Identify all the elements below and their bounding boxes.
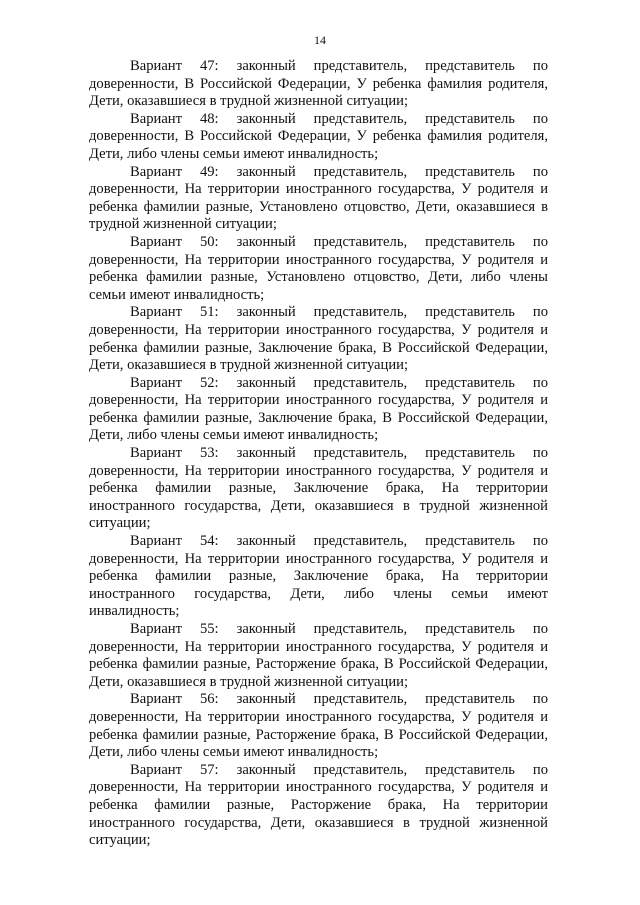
- paragraph-variant-49: Вариант 49: законный представитель, представитель по доверенности, На территории иностранного государства, У родителя и ребенка фамилии разные, Установлено отцовство, Дети, оказавшиеся в трудной жизненной ситуации;: [89, 163, 548, 233]
- paragraph-variant-57: Вариант 57: законный представитель, представитель по доверенности, На территории иностранного государства, У родителя и ребенка фамилии разные, Расторжение брака, На территории иностранного государства, Дети, оказавшиеся в трудной жизненной ситуации;: [89, 761, 548, 849]
- paragraph-variant-55: Вариант 55: законный представитель, представитель по доверенности, На территории иностранного государства, У родителя и ребенка фамилии разные, Расторжение брака, В Российской Федерации, Дети, оказавшиеся в трудной жизненной ситуации;: [89, 621, 548, 690]
- page-number: 14: [314, 33, 326, 47]
- paragraph-variant-53: Вариант 53: законный представитель, представитель по доверенности, На территории иностранного государства, У родителя и ребенка фамилии разные, Заключение брака, На территории иностранного государства, Дети, оказавшиеся в трудной жизненной ситуации;: [89, 445, 548, 532]
- paragraph-variant-56: Вариант 56: законный представитель, представитель по доверенности, На территории иностранного государства, У родителя и ребенка фамилии разные, Расторжение брака, В Российской Федерации, Дети, либо члены семьи имеют инвалидность;: [89, 691, 548, 761]
- paragraph-variant-47: Вариант 47: законный представитель, представитель по доверенности, В Российской Федерации, У ребенка фамилия родителя, Дети, оказавшиеся в трудной жизненной ситуации;: [89, 58, 548, 110]
- document-body: [89, 58, 548, 850]
- paragraph-variant-48: Вариант 48: законный представитель, представитель по доверенности, В Российской Федерации, У ребенка фамилия родителя, Дети, либо члены семьи имеют инвалидность;: [89, 110, 548, 162]
- paragraph-variant-50: Вариант 50: законный представитель, представитель по доверенности, На территории иностранного государства, У родителя и ребенка фамилии разные, Установлено отцовство, Дети, либо члены семьи имеют инвалидность;: [89, 233, 548, 303]
- paragraph-variant-52: Вариант 52: законный представитель, представитель по доверенности, На территории иностранного государства, У родителя и ребенка фамилии разные, Заключение брака, В Российской Федерации, Дети, либо члены семьи имеют инвалидность;: [89, 374, 548, 444]
- paragraph-variant-54: Вариант 54: законный представитель, представитель по доверенности, На территории иностранного государства, У родителя и ребенка фамилии разные, Заключение брака, На территории иностранного государства, Дети, либо члены семьи имеют инвалидность;: [89, 533, 548, 620]
- paragraph-variant-51: Вариант 51: законный представитель, представитель по доверенности, На территории иностранного государства, У родителя и ребенка фамилии разные, Заключение брака, В Российской Федерации, Дети, оказавшиеся в трудной жизненной ситуации;: [89, 304, 548, 374]
